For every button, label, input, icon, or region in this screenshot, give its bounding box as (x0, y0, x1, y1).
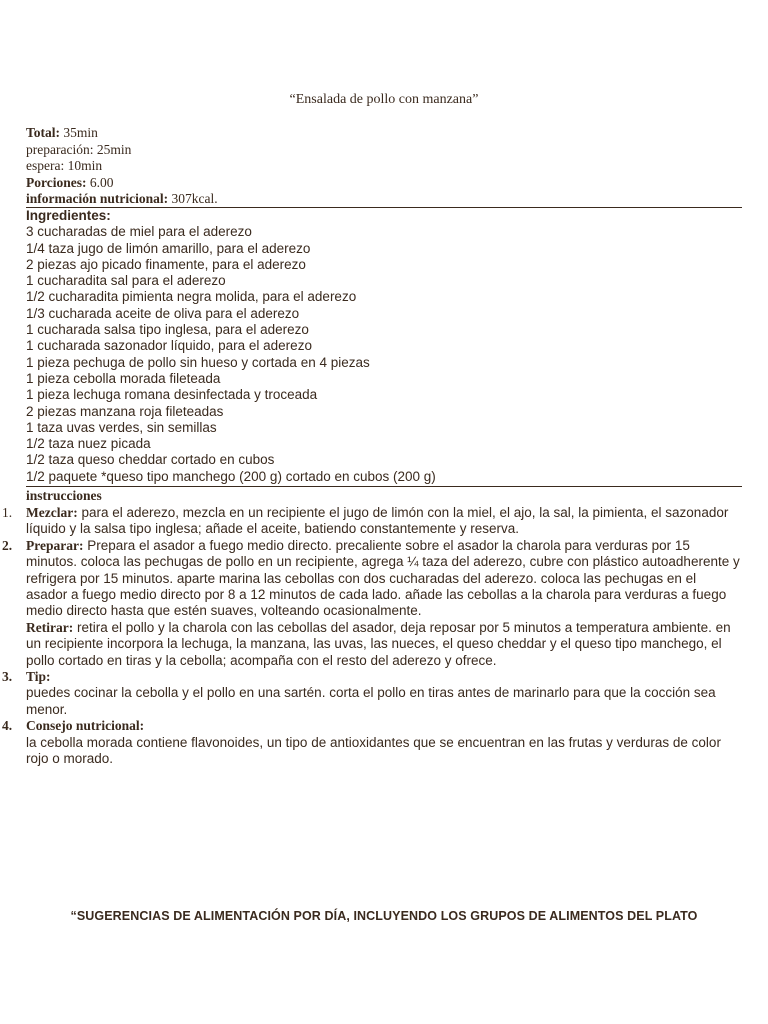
ingredient-item: 1/3 cucharada aceite de oliva para el aderezo (26, 305, 300, 321)
prep-time: preparación: 25min (26, 141, 132, 157)
instructions-heading: instrucciones (26, 488, 102, 503)
step-substep (26, 620, 740, 669)
step-number: 3. (2, 669, 13, 685)
ingredient-item: 2 piezas ajo picado finamente, para el aderezo (26, 256, 306, 272)
total-time (26, 125, 218, 142)
ingredient-item: 1 pieza lechuga romana desinfectada y troceada (26, 387, 318, 403)
ingredient-item: 1/2 paquete *queso tipo manchego (200 g) cortado en cubos (200 g) (26, 468, 436, 484)
divider-bottom (26, 486, 742, 487)
ingredient-item: 1/4 taza jugo de limón amarillo, para el aderezo (26, 240, 311, 256)
portions-value: 6.00 (89, 174, 114, 190)
ingredient-item: 1 pieza pechuga de pollo sin hueso y cortada en 4 piezas (26, 354, 370, 370)
recipe-meta (26, 125, 218, 208)
ingredient-item: 1 cucharada salsa tipo inglesa, para el aderezo (26, 322, 309, 338)
total-label: Total: (26, 125, 61, 140)
suggestions-heading: “SUGERENCIAS DE ALIMENTACIÓN POR DÍA, INCLUYENDO LOS GRUPOS DE ALIMENTOS DEL PLATO (70, 909, 698, 923)
step-label: Tip: (26, 669, 51, 685)
instruction-step (0, 505, 740, 538)
ingredient-item: 1 cucharadita sal para el aderezo (26, 273, 226, 289)
instruction-step (0, 669, 740, 718)
ingredient-item: 1/2 cucharadita pimienta negra molida, para el aderezo (26, 289, 357, 305)
step-label: Mezclar: (26, 505, 78, 520)
ingredient-item: 1 taza uvas verdes, sin semillas (26, 419, 217, 435)
wait-time: espera: 10min (26, 158, 103, 173)
step-text: retira el pollo y la charola con las cebollas del asador, deja reposar por 5 minutos a temperatura ambiente. en un recipiente incorpora la lechuga, la manzana, las uvas, las nueces, el queso cheddar y el queso tipo manchego, el pollo cortado en tiras y la cebolla; acompaña con el resto del aderezo y ofrece. (26, 619, 731, 668)
ingredients-heading: Ingredientes: (26, 208, 111, 223)
portions-label: Porciones: (26, 174, 87, 190)
step-number: 2. (2, 537, 13, 553)
ingredient-item: 3 cucharadas de miel para el aderezo (26, 224, 252, 240)
recipe-title: “Ensalada de pollo con manzana” (289, 92, 479, 107)
step-number: 4. (2, 718, 13, 734)
ingredient-item: 1/2 taza queso cheddar cortado en cubos (26, 452, 275, 468)
step-text: para el aderezo, mezcla en un recipiente el jugo de limón con la miel, el ajo, la sal, la pimienta, el sazonador líquido y la salsa tipo inglesa; añade el aceite, batiendo constantemente y reserva. (26, 505, 729, 537)
nutrition-label: información nutricional: (26, 191, 169, 206)
step-text: la cebolla morada contiene flavonoides, un tipo de antioxidantes que se encuentran en las frutas y verduras de color rojo o morado. (26, 734, 721, 767)
step-label: Preparar: (26, 537, 84, 553)
ingredients-section (26, 208, 742, 485)
step-text: puedes cocinar la cebolla y el pollo en una sartén. corta el pollo en tiras antes de marinarlo para que la cocción sea menor. (26, 685, 716, 717)
ingredient-item: 1 cucharada sazonador líquido, para el aderezo (26, 338, 312, 354)
instructions-list (0, 505, 740, 768)
step-label: Retirar: (26, 619, 74, 635)
nutrition-info (26, 191, 218, 208)
step-label: Consejo nutricional: (26, 718, 145, 734)
total-value: 35min (63, 125, 98, 140)
step-number: 1. (2, 505, 13, 520)
ingredient-item: 1 pieza cebolla morada fileteada (26, 370, 221, 386)
portions (26, 175, 218, 192)
ingredient-item: 1/2 taza nuez picada (26, 436, 151, 452)
step-text: Prepara el asador a fuego medio directo. precaliente sobre el asador la charola para verduras por 15 minutos. coloca las pechugas de pollo en un recipiente, agrega ¼ taza del aderezo, cubre con plástico autoadherente y refrigera por 15 minutos. aparte marina las cebollas con dos cucharadas del aderezo. coloca las pechugas en el asador a fuego medio directo por 8 a 12 minutos de cada lado. añade las cebollas a la charola para verduras a fuego medio directo hasta que estén suaves, volteando ocasionalmente. (26, 537, 740, 619)
ingredient-item: 2 piezas manzana roja fileteadas (26, 403, 224, 419)
instruction-step (0, 538, 740, 669)
instruction-step (0, 718, 740, 767)
nutrition-value: 307kcal. (171, 191, 218, 206)
